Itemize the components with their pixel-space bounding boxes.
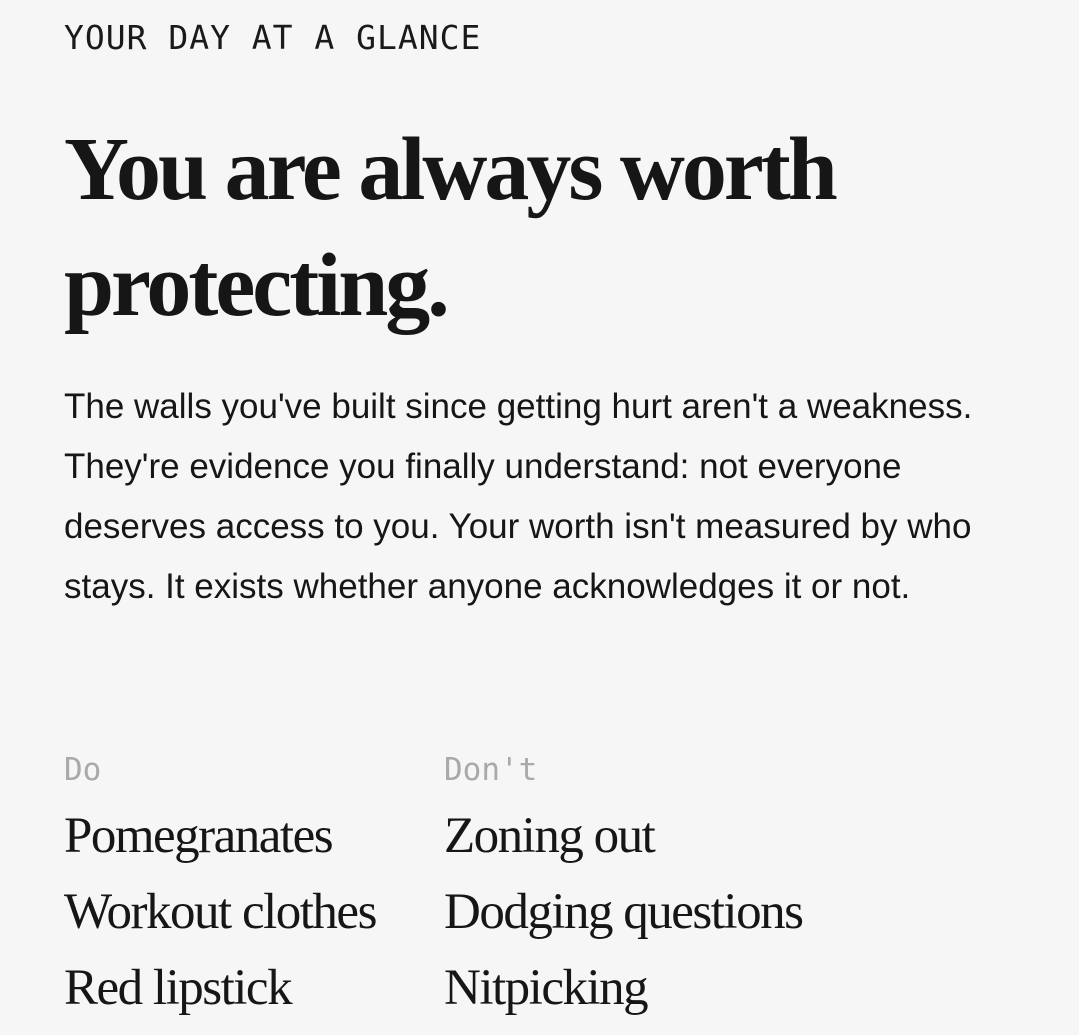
dont-column	[444, 748, 802, 1026]
dont-item: Dodging questions	[444, 884, 803, 940]
dont-item: Zoning out	[444, 808, 655, 864]
do-dont-lists	[64, 748, 1044, 1028]
do-item: Red lipstick	[64, 960, 292, 1016]
do-list	[64, 798, 376, 1026]
section-eyebrow: YOUR DAY AT A GLANCE	[64, 18, 482, 57]
dont-list	[444, 798, 802, 1026]
body-paragraph: The walls you've built since getting hurt aren't a weakness. They're evidence you finally understand: not everyone deserves access to you. Your worth isn't measured by who stays. It exists whether anyone acknowledges it or not.	[64, 387, 973, 606]
dont-item: Nitpicking	[444, 960, 648, 1016]
do-heading: Do	[64, 752, 102, 788]
headline: You are always worth protecting.	[64, 120, 835, 335]
do-item: Workout clothes	[64, 884, 376, 940]
dont-heading: Don't	[444, 752, 538, 788]
do-item: Pomegranates	[64, 808, 333, 864]
do-column	[64, 748, 376, 1026]
